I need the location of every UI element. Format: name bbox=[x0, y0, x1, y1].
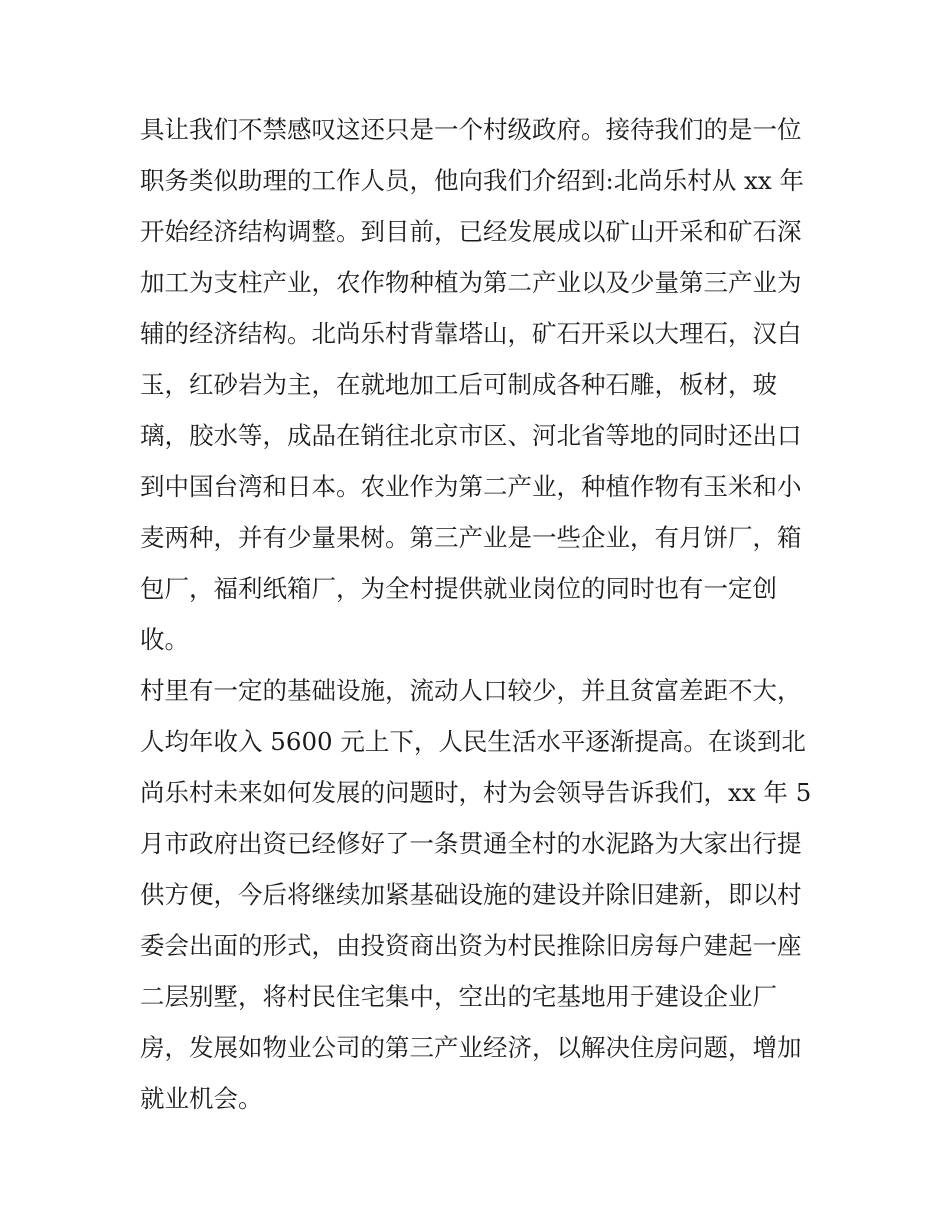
text-line: 到中国台湾和日本。农业作为第二产业，种植作物有玉米和小 bbox=[140, 472, 802, 501]
paragraph-2 bbox=[140, 665, 820, 1124]
text-line: 辅的经济结构。北尚乐村背靠塔山，矿石开采以大理石，汉白 bbox=[140, 319, 802, 348]
text-line: 就业机会。 bbox=[140, 1084, 263, 1113]
text-line: 开始经济结构调整。到目前，已经发展成以矿山开采和矿石深 bbox=[140, 217, 802, 246]
text-line: 供方便，今后将继续加紧基础设施的建设并除旧建新，即以村 bbox=[140, 880, 802, 909]
text-line: 玉，红砂岩为主，在就地加工后可制成各种石雕，板材，玻 bbox=[140, 370, 777, 399]
text-line: 璃，胶水等，成品在销往北京市区、河北省等地的同时还出口 bbox=[140, 421, 802, 450]
text-line: 尚乐村未来如何发展的问题时，村为会领导告诉我们，xx 年 5 bbox=[140, 778, 812, 807]
text-line: 包厂，福利纸箱厂，为全村提供就业岗位的同时也有一定创 bbox=[140, 574, 777, 603]
text-line: 房，发展如物业公司的第三产业经济，以解决住房问题，增加 bbox=[140, 1033, 802, 1062]
text-line: 收。 bbox=[140, 625, 189, 654]
paragraph-1 bbox=[140, 104, 820, 665]
text-line: 麦两种，并有少量果树。第三产业是一些企业，有月饼厂，箱 bbox=[140, 523, 802, 552]
text-line: 村里有一定的基础设施，流动人口较少，并且贫富差距不大， bbox=[140, 676, 802, 705]
text-line: 加工为支柱产业，农作物种植为第二产业以及少量第三产业为 bbox=[140, 268, 802, 297]
text-line: 月市政府出资已经修好了一条贯通全村的水泥路为大家出行提 bbox=[140, 829, 802, 858]
document-body bbox=[140, 104, 820, 1124]
text-line: 二层别墅，将村民住宅集中，空出的宅基地用于建设企业厂 bbox=[140, 982, 777, 1011]
text-line: 委会出面的形式，由投资商出资为村民推除旧房每户建起一座 bbox=[140, 931, 802, 960]
text-line: 人均年收入 5600 元上下，人民生活水平逐渐提高。在谈到北 bbox=[140, 727, 806, 756]
text-line: 具让我们不禁感叹这还只是一个村级政府。接待我们的是一位 bbox=[140, 115, 802, 144]
text-line: 职务类似助理的工作人员，他向我们介绍到:北尚乐村从 xx 年 bbox=[140, 166, 804, 195]
